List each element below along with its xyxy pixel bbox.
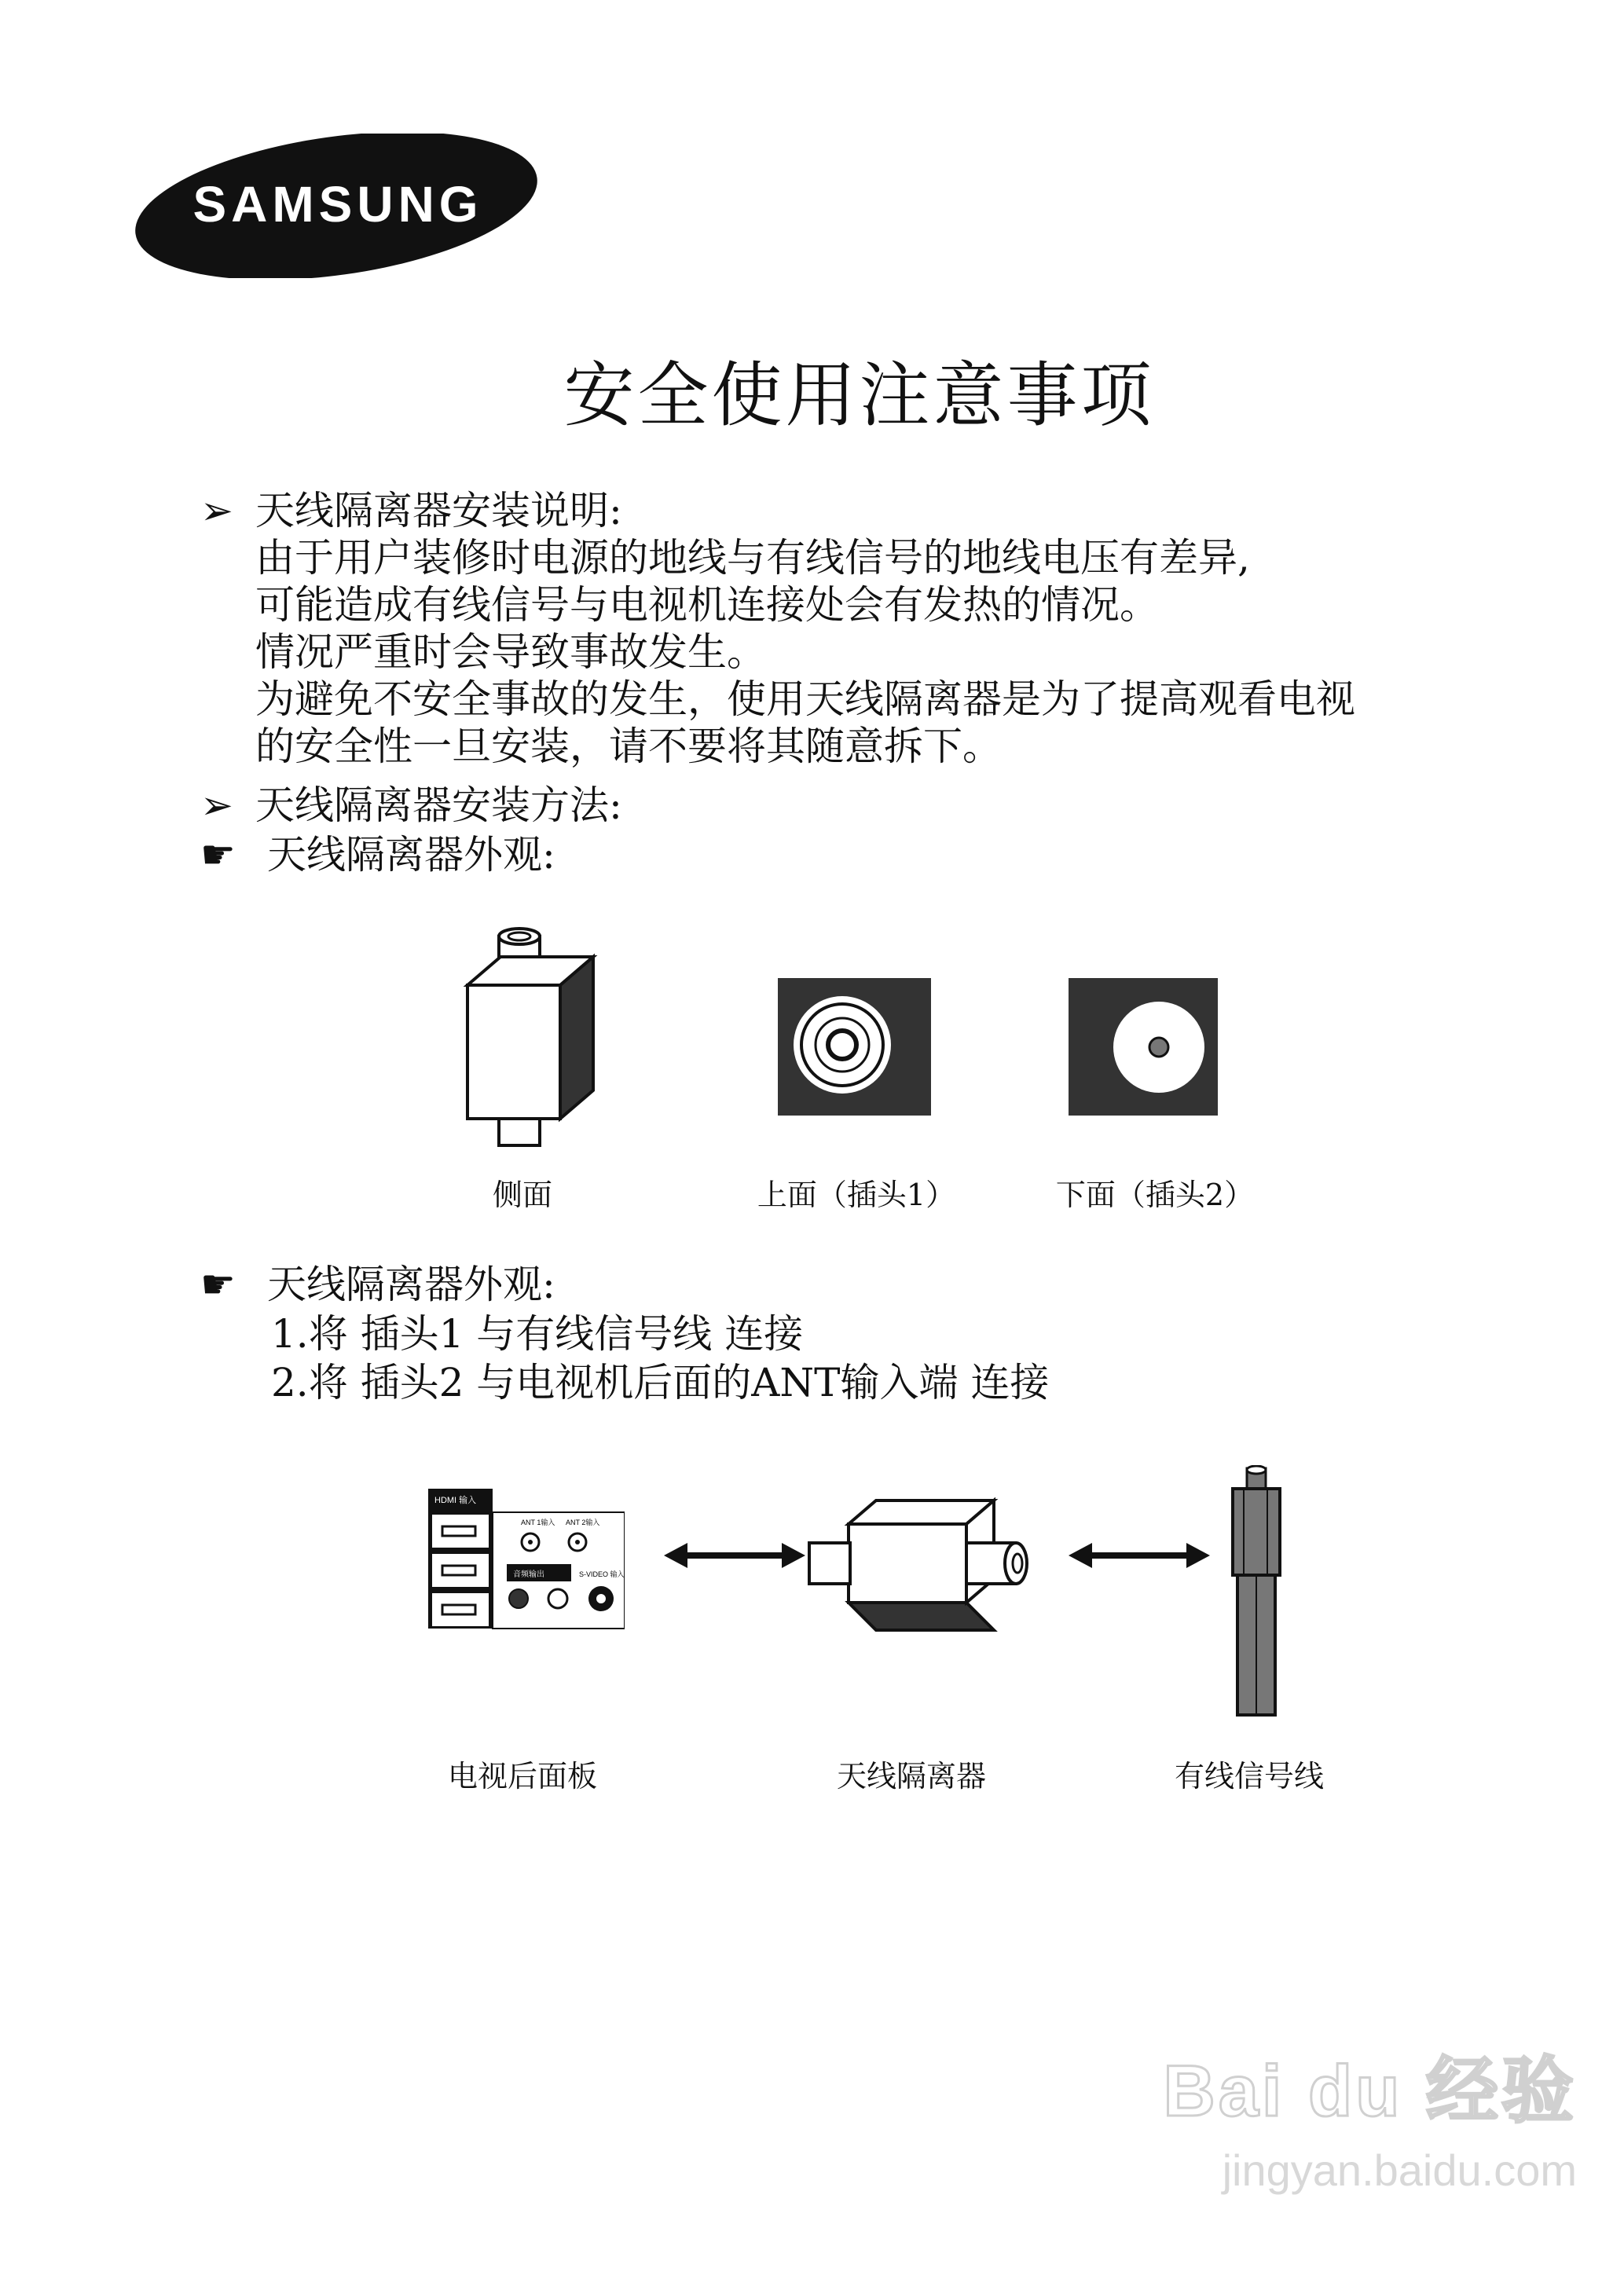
- svg-text:ANT 2输入: ANT 2输入: [566, 1519, 600, 1526]
- caption-top: 上面（插头1）: [757, 1178, 956, 1212]
- section1-line: 可能造成有线信号与电视机连接处会有发热的情况。: [255, 582, 1159, 628]
- svg-text:HDMI 输入: HDMI 输入: [434, 1496, 477, 1505]
- watermark-url: jingyan.baidu.com: [1222, 2145, 1577, 2195]
- connection-step: 2.将 插头2 与电视机后面的ANT输入端 连接: [271, 1360, 1050, 1405]
- section1-line: 情况严重时会导致事故发生。: [255, 629, 766, 675]
- arrow-bullet-icon: ➢: [200, 782, 233, 828]
- isolator-horizontal-view: [805, 1493, 1041, 1645]
- double-arrow-icon: [1069, 1540, 1210, 1574]
- tv-back-panel: [428, 1489, 625, 1633]
- section1-line: 的安全性一旦安装，请不要将其随意拆下。: [255, 724, 1002, 769]
- arrow-bullet-icon: ➢: [200, 488, 233, 533]
- caption-cable: 有线信号线: [1174, 1759, 1324, 1794]
- svg-text:S-VIDEO 输入: S-VIDEO 输入: [579, 1570, 625, 1578]
- isolator-bottom-view: [1069, 978, 1218, 1119]
- isolator-side-view: [460, 918, 609, 1164]
- logo-text: SAMSUNG: [192, 176, 483, 233]
- isolator-top-view: [778, 978, 931, 1119]
- pointing-hand-icon: ☛: [200, 832, 236, 878]
- caption-panel: 电视后面板: [447, 1759, 597, 1794]
- appearance-heading: 天线隔离器外观:: [267, 832, 555, 878]
- baidu-watermark: [1163, 2033, 1577, 2196]
- section1-line: 由于用户装修时电源的地线与有线信号的地线电压有差异,: [255, 535, 1250, 581]
- caption-bottom: 下面（插头2）: [1055, 1178, 1255, 1212]
- connection-heading: 天线隔离器外观:: [267, 1262, 555, 1307]
- svg-text:ANT 1输入: ANT 1输入: [521, 1519, 555, 1526]
- double-arrow-icon: [664, 1540, 805, 1574]
- section1-heading: 天线隔离器安装说明:: [255, 488, 622, 533]
- connection-step: 1.将 插头1 与有线信号线 连接: [271, 1311, 804, 1357]
- section1-line: 为避免不安全事故的发生，使用天线隔离器是为了提高观看电视: [255, 676, 1355, 722]
- pointing-hand-icon: ☛: [200, 1262, 236, 1307]
- section2-heading: 天线隔离器安装方法:: [255, 782, 622, 828]
- svg-text:音频输出: 音频输出: [513, 1570, 544, 1579]
- caption-isolator: 天线隔离器: [836, 1759, 986, 1794]
- caption-side: 侧面: [492, 1178, 552, 1212]
- page-title: 安全使用注意事项: [563, 354, 1155, 437]
- watermark-brand: Bai du 经验: [1163, 2051, 1577, 2131]
- cable-connector: [1222, 1465, 1292, 1720]
- samsung-logo: [132, 134, 541, 278]
